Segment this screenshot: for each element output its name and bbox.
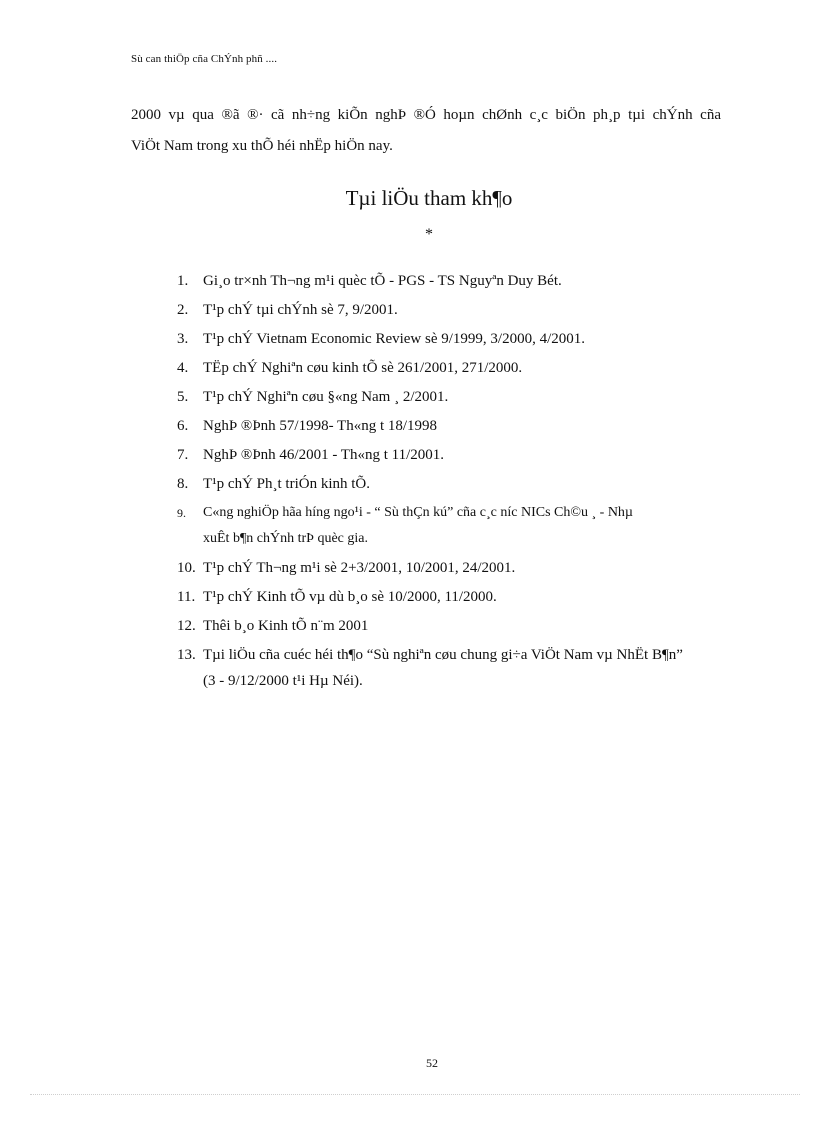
reference-item (177, 413, 725, 439)
running-header: Sù can thiÖp cña ChÝnh phñ .... (131, 53, 278, 65)
reference-number: 3. (177, 331, 189, 347)
reference-number: 4. (177, 360, 189, 376)
intro-line: ViÖt Nam trong xu thÕ héi nhËp hiÖn nay. (131, 138, 393, 154)
page-number: 52 (426, 1056, 438, 1070)
reference-item (177, 297, 725, 323)
section-title: Tµi liÖu tham kh¶o (345, 186, 513, 210)
intro-line: 2000 vµ qua ®ã ®· cã nh÷ng kiÕn nghÞ ®Ó hoµn chØnh c¸c biÖn ph¸p tµi chÝnh cña (131, 107, 721, 123)
reference-text: TËp chÝ Nghiªn cøu kinh tÕ sè 261/2001, 271/2000. (203, 360, 523, 376)
page-bottom-divider (30, 1094, 800, 1095)
reference-number: 7. (177, 447, 189, 463)
reference-item (177, 613, 725, 639)
reference-text: Tµi liÖu cña cuéc héi th¶o “Sù nghiªn cøu chung gi÷a ViÖt Nam vµ NhËt B¶n” (203, 647, 683, 663)
reference-text: Thêi b¸o Kinh tÕ n¨m 2001 (203, 618, 369, 634)
reference-text-continued: (3 - 9/12/2000 t¹i Hµ Néi). (203, 673, 363, 689)
reference-item (177, 355, 725, 381)
reference-number: 10. (177, 560, 196, 576)
reference-list (177, 268, 725, 697)
reference-number: 8. (177, 476, 189, 492)
reference-item (177, 326, 725, 352)
reference-text: T¹p chÝ Kinh tÕ vµ dù b¸o sè 10/2000, 11/2000. (203, 589, 497, 605)
reference-number: 1. (177, 273, 189, 289)
reference-item (177, 500, 725, 552)
reference-number: 12. (177, 618, 196, 634)
reference-text: T¹p chÝ Vietnam Economic Review sè 9/1999, 3/2000, 4/2001. (203, 331, 586, 347)
reference-item (177, 471, 725, 497)
reference-item (177, 384, 725, 410)
reference-text: NghÞ ®Þnh 46/2001 - Th«ng t 11/2001. (203, 447, 444, 463)
reference-number: 6. (177, 418, 189, 434)
reference-number: 9. (177, 506, 186, 520)
title-ornament: * (425, 226, 433, 243)
reference-text-continued: xuÊt b¶n chÝnh trÞ quèc gia. (203, 531, 368, 546)
reference-text: T¹p chÝ tµi chÝnh sè 7, 9/2001. (203, 302, 398, 318)
reference-text: T¹p chÝ Nghiªn cøu §«ng Nam ¸ 2/2001. (203, 389, 449, 405)
reference-text: T¹p chÝ Ph¸t triÓn kinh tÕ. (203, 476, 370, 492)
reference-item (177, 584, 725, 610)
intro-paragraph (131, 100, 721, 162)
reference-item (177, 442, 725, 468)
reference-text: NghÞ ®Þnh 57/1998- Th«ng t 18/1998 (203, 418, 438, 434)
reference-number: 11. (177, 589, 196, 605)
reference-item (177, 642, 725, 694)
reference-number: 13. (177, 647, 196, 663)
reference-item (177, 268, 725, 294)
reference-number: 2. (177, 302, 189, 318)
reference-number: 5. (177, 389, 189, 405)
reference-item (177, 555, 725, 581)
reference-text: Gi¸o tr×nh Th¬ng m¹i quèc tÕ - PGS - TS Nguyªn Duy Bét. (203, 273, 562, 289)
reference-text: C«ng nghiÖp hãa híng ngo¹i - “ Sù thÇn kú” cña c¸c níc NICs Ch©u ¸ - Nhµ (203, 505, 634, 520)
reference-text: T¹p chÝ Th¬ng m¹i sè 2+3/2001, 10/2001, 24/2001. (203, 560, 516, 576)
